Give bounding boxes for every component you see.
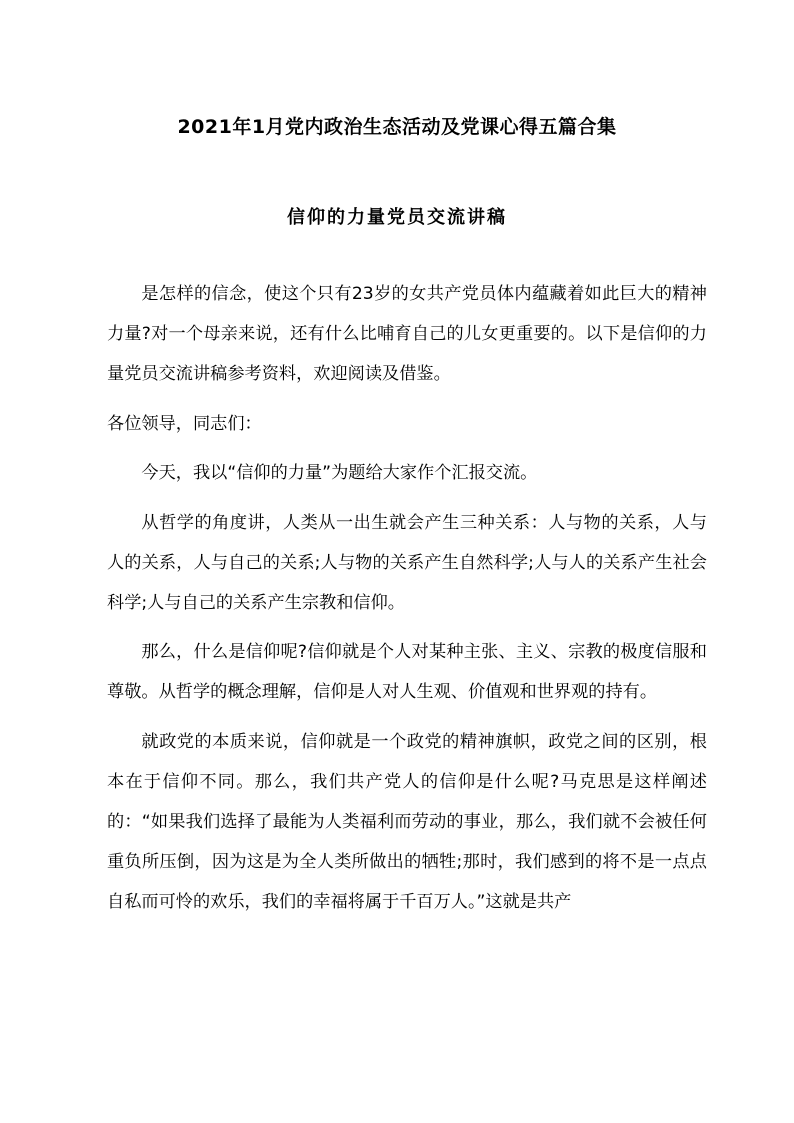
paragraph-salutation: 各位领导，同志们： xyxy=(107,413,262,434)
paragraph-definition: 那么，什么是信仰呢?信仰就是个人对某种主张、主义、宗教的极度信服和尊敬。从哲学的概念理解，信仰是人对人生观、价值观和世界观的持有。 xyxy=(107,642,707,702)
document-title: 2021年1月党内政治生态活动及党课心得五篇合集 xyxy=(177,116,617,138)
document-subtitle: 信仰的力量党员交流讲稿 xyxy=(287,207,507,228)
paragraph-intro: 是怎样的信念，使这个只有23岁的女共产党员体内蕴藏着如此巨大的精神力量?对一个母亲来说，还有什么比哺育自己的儿女更重要的。以下是信仰的力量党员交流讲稿参考资料，欢迎阅读及借鉴。 xyxy=(107,284,707,384)
document-body xyxy=(107,274,707,931)
paragraph-philosophy: 从哲学的角度讲，人类从一出生就会产生三种关系：人与物的关系，人与人的关系，人与自己的关系;人与物的关系产生自然科学;人与人的关系产生社会科学;人与自己的关系产生宗教和信仰。 xyxy=(107,512,707,613)
paragraph-topic: 今天，我以“信仰的力量”为题给大家作个汇报交流。 xyxy=(141,463,538,483)
paragraph-party-belief: 就政党的本质来说，信仰就是一个政党的精神旗帜，政党之间的区别，根本在于信仰不同。那么，我们共产党人的信仰是什么呢?马克思是这样阐述的：“如果我们选择了最能为人类福利而劳动的事业，那么，我们就不会被任何重负所压倒，因为这是为全人类所做出的牺牲;那时，我们感到的将不是一点点自私而可怜的欢乐，我们的幸福将属于千百万人。”这就是共产 xyxy=(107,731,707,912)
